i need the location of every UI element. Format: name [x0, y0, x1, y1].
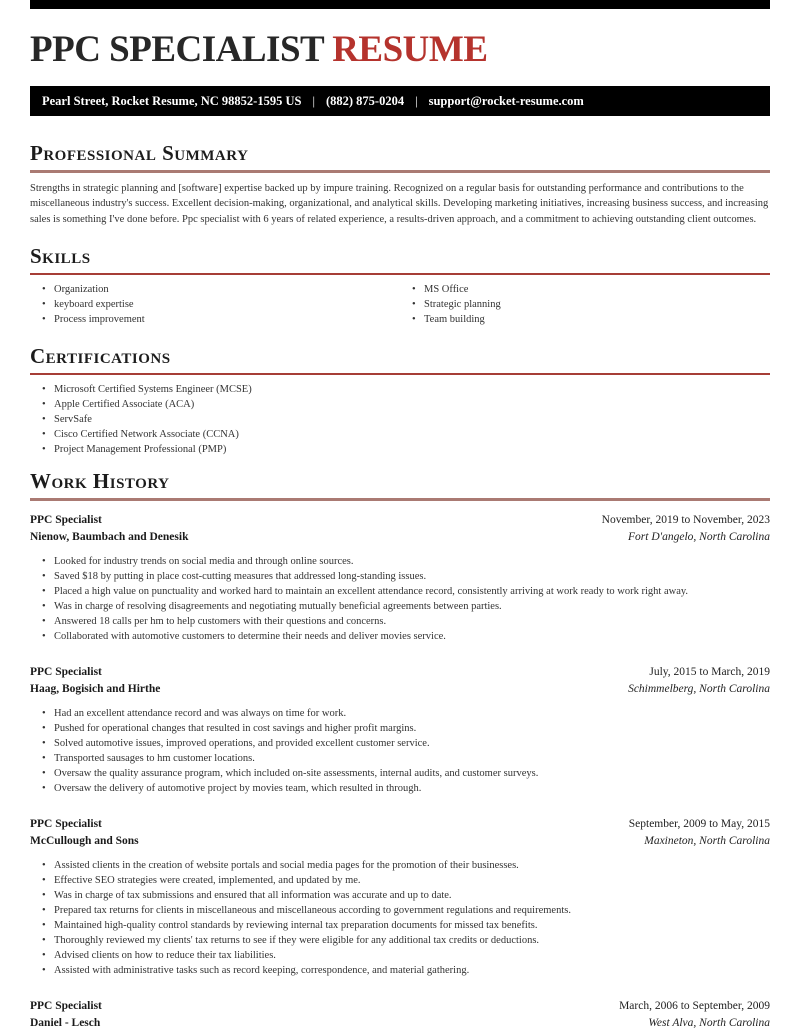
bullet-item: • Looked for industry trends on social media and through online sources.	[54, 554, 770, 569]
job-company-row	[30, 529, 770, 547]
top-rule-bar	[30, 0, 770, 9]
certifications-heading: Certifications	[30, 343, 171, 368]
bullet-item: • Transported sausages to hm customer locations.	[54, 751, 770, 766]
bullet-item: • Placed a high value on punctuality and worked hard to maintain an excellent attendance record, consistently arriving at work ready to work right away.	[54, 584, 770, 599]
skills-heading: Skills	[30, 243, 91, 268]
bullet-item: • Was in charge of resolving disagreements and negotiating mutually beneficial agreements between parties.	[54, 599, 770, 614]
certifications-list	[30, 382, 770, 457]
job-dates: November, 2019 to November, 2023	[601, 513, 770, 526]
bullet-item: • Microsoft Certified Systems Engineer (MCSE)	[54, 382, 770, 397]
job-bullets	[30, 554, 770, 644]
job-company-row	[30, 833, 770, 851]
skills-list-right	[400, 282, 770, 327]
job-company: McCullough and Sons	[30, 835, 139, 848]
bullet-item: • Strategic planning	[424, 297, 770, 312]
job-bullets	[30, 858, 770, 978]
bullet-item: • Thoroughly reviewed my clients' tax returns to see if they were eligible for any additional tax credits or deductions.	[54, 933, 770, 948]
job-location: Maxineton, North Carolina	[644, 835, 770, 848]
page-title-accent: RESUME	[332, 29, 488, 70]
job-entry	[30, 998, 770, 1033]
contact-separator: |	[312, 94, 315, 108]
job-dates: March, 2006 to September, 2009	[619, 999, 770, 1012]
bullet-item: • Was in charge of tax submissions and ensured that all information was accurate and up to date.	[54, 888, 770, 903]
bullet-item: • Solved automotive issues, improved operations, and provided excellent customer service.	[54, 736, 770, 751]
bullet-item: • Collaborated with automotive customers to determine their needs and deliver movies service.	[54, 629, 770, 644]
bullet-item: • Assisted with administrative tasks such as record keeping, correspondence, and material gathering.	[54, 963, 770, 978]
contact-phone: (882) 875-0204	[325, 94, 405, 108]
bullet-item: • Apple Certified Associate (ACA)	[54, 397, 770, 412]
job-location: Fort D'angelo, North Carolina	[628, 531, 770, 544]
section-rule	[30, 373, 770, 375]
job-entry	[30, 816, 770, 978]
job-company: Daniel - Lesch	[30, 1017, 101, 1030]
section-work-history	[30, 470, 770, 1033]
bullet-item: • Team building	[424, 312, 770, 327]
bullet-item: • Had an excellent attendance record and was always on time for work.	[54, 706, 770, 721]
contact-separator: |	[415, 94, 418, 108]
bullet-item: • Cisco Certified Network Associate (CCNA)	[54, 427, 770, 442]
section-skills	[30, 245, 770, 327]
job-company: Haag, Bogisich and Hirthe	[30, 683, 161, 696]
job-title: PPC Specialist	[30, 665, 102, 678]
bullet-item: • Oversaw the quality assurance program, which included on-site assessments, internal audits, and customer surveys.	[54, 766, 770, 781]
job-title-row	[30, 512, 770, 530]
professional-summary-heading: Professional Summary	[30, 141, 249, 165]
job-title-row	[30, 998, 770, 1016]
section-professional-summary	[30, 142, 770, 227]
bullet-item: • Answered 18 calls per hm to help customers with their questions and concerns.	[54, 614, 770, 629]
bullet-item: • Assisted clients in the creation of website portals and social media pages for the promotion of their businesses.	[54, 858, 770, 873]
job-bullets	[30, 706, 770, 796]
section-rule	[30, 170, 770, 173]
bullet-item: • keyboard expertise	[54, 297, 400, 312]
job-title: PPC Specialist	[30, 513, 102, 526]
bullet-item: • ServSafe	[54, 412, 770, 427]
section-rule	[30, 498, 770, 501]
work-history-heading: Work History	[30, 468, 170, 493]
job-company-row	[30, 1015, 770, 1033]
summary-text: Strengths in strategic planning and [software] expertise backed up by impure training. Recognized on a regular basis for outstanding performance and contributions to the miscellaneous industry's success. Excellent decision-making, organizational, and analytical skills. Developing marketing initiatives, increasing business success, and increasing sales is something I've done before. Ppc specialist with 6 years of related experience, a results-driven approach, and a commitment to achieving outstanding client outcomes.	[30, 183, 769, 225]
bullet-item: • Prepared tax returns for clients in miscellaneous and miscellaneous according to government regulations and requirements.	[54, 903, 770, 918]
job-title: PPC Specialist	[30, 817, 102, 830]
bullet-item: • Oversaw the delivery of automotive project by movies team, which resulted in through.	[54, 781, 770, 796]
job-title: PPC Specialist	[30, 999, 102, 1012]
job-entry	[30, 512, 770, 644]
contact-address: Pearl Street, Rocket Resume, NC 98852-1595 US	[42, 94, 302, 108]
job-dates: September, 2009 to May, 2015	[628, 817, 770, 830]
job-company-row	[30, 681, 770, 699]
bullet-item: • Process improvement	[54, 312, 400, 327]
jobs-container	[30, 512, 770, 1033]
section-certifications	[30, 345, 770, 457]
bullet-item: • Effective SEO strategies were created, implemented, and updated by me.	[54, 873, 770, 888]
bullet-item: • Organization	[54, 282, 400, 297]
skills-columns	[30, 275, 770, 327]
job-title-row	[30, 816, 770, 834]
bullet-item: • Pushed for operational changes that resulted in cost savings and higher profit margins.	[54, 721, 770, 736]
job-title-row	[30, 664, 770, 682]
job-location: West Alva, North Carolina	[648, 1017, 770, 1030]
contact-bar	[30, 86, 770, 116]
job-dates: July, 2015 to March, 2019	[649, 665, 770, 678]
bullet-item: • Project Management Professional (PMP)	[54, 442, 770, 457]
page-title	[30, 30, 770, 70]
contact-email: support@rocket-resume.com	[428, 94, 584, 108]
skills-list-left	[30, 282, 400, 327]
job-entry	[30, 664, 770, 796]
bullet-item: • MS Office	[424, 282, 770, 297]
page-title-main: PPC SPECIALIST	[30, 29, 325, 70]
job-company: Nienow, Baumbach and Denesik	[30, 531, 189, 544]
bullet-item: • Saved $18 by putting in place cost-cutting measures that addressed long-standing issues.	[54, 569, 770, 584]
job-location: Schimmelberg, North Carolina	[628, 683, 770, 696]
bullet-item: • Advised clients on how to reduce their tax liabilities.	[54, 948, 770, 963]
bullet-item: • Maintained high-quality control standards by reviewing internal tax preparation documents for missed tax benefits.	[54, 918, 770, 933]
